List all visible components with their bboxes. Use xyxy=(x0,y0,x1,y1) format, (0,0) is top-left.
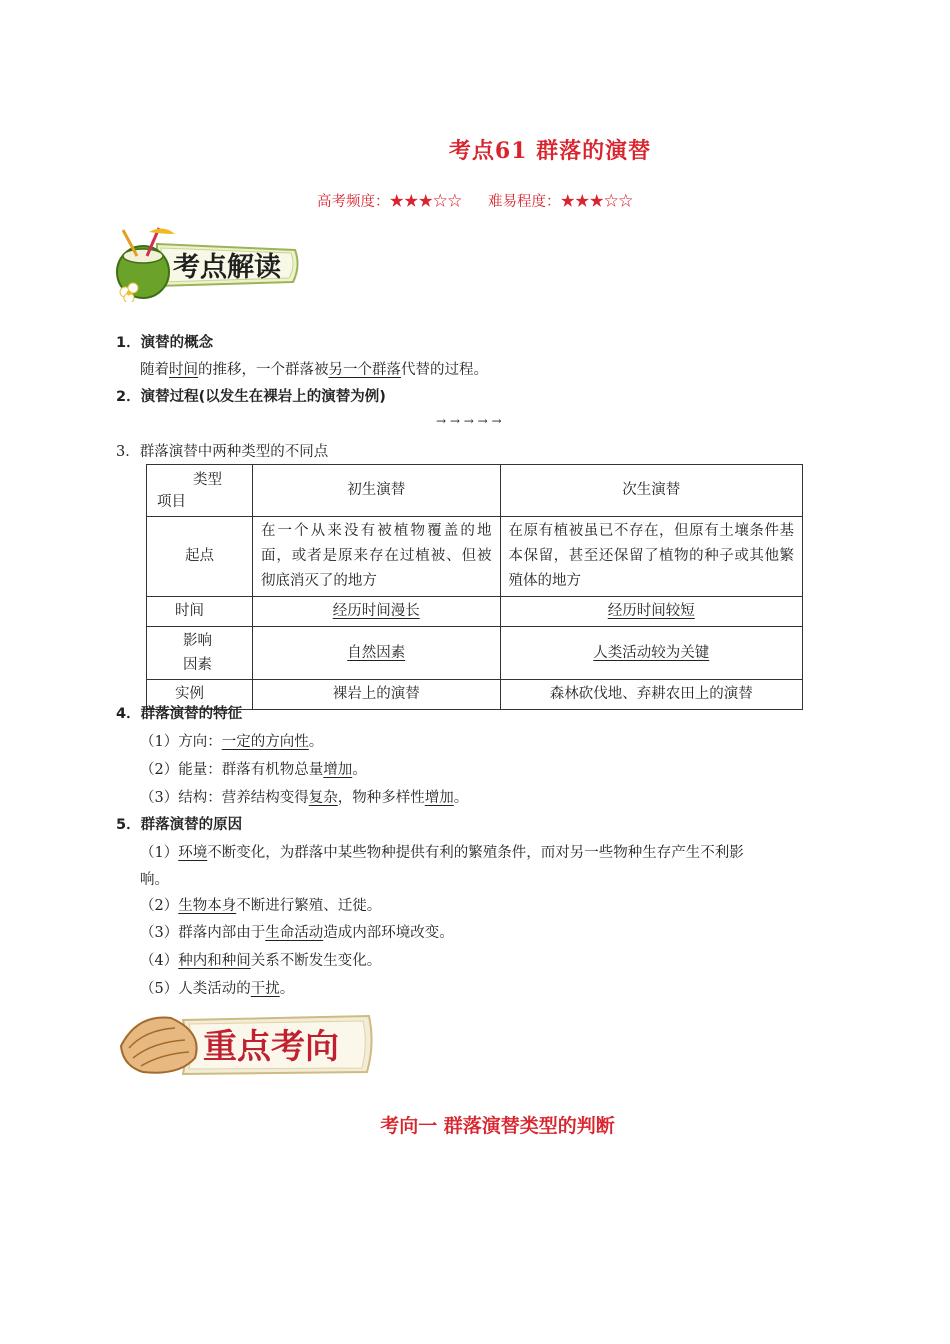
column-header: 次生演替 xyxy=(500,465,802,517)
row-label: 实例 xyxy=(147,680,253,710)
seashell-icon xyxy=(113,1006,375,1082)
table-cell: 在原有植被虽已不存在，但原有土壤条件基本保留，甚至还保留了植物的种子或其他繁殖体的地方 xyxy=(500,517,802,597)
answer-blank: 生物本身 xyxy=(178,898,237,914)
answer-blank: 人类活动较为关键 xyxy=(593,644,710,661)
comparison-table xyxy=(146,464,803,710)
section-1-heading: 1．演替的概念 xyxy=(116,335,214,351)
row-label: 时间 xyxy=(147,597,253,627)
answer-blank: 环境 xyxy=(178,845,208,861)
table-row xyxy=(147,627,803,680)
row-label: 起点 xyxy=(147,517,253,597)
table-row xyxy=(147,517,803,597)
section-3-heading: 3．群落演替中两种类型的不同点 xyxy=(116,444,329,460)
list-item: （1）环境不断变化，为群落中某些物种提供有利的繁殖条件，而对另一些物种生存产生不利影 xyxy=(140,845,744,861)
section-1-text: 随着时间的推移，一个群落被另一个群落代替的过程。 xyxy=(140,362,488,378)
answer-blank: 时间 xyxy=(169,362,198,378)
answer-blank: 一定的方向性 xyxy=(221,734,309,750)
row-label: 影响因素 xyxy=(147,627,253,680)
banner-zhongdian-kaoxiang xyxy=(113,1006,375,1086)
answer-blank: 增加 xyxy=(323,762,353,778)
list-item: （2）能量：群落有机物总量增加。 xyxy=(140,762,367,778)
section-subtitle: 考向一 群落演替类型的判断 xyxy=(380,1115,615,1137)
difficulty-stars: ★★★☆☆ xyxy=(560,194,633,210)
answer-blank: 另一个群落 xyxy=(328,362,401,378)
list-item: （3）群落内部由于生命活动造成内部环境改变。 xyxy=(140,925,454,941)
coconut-drink-icon xyxy=(113,226,303,302)
banner-text: 重点考向 xyxy=(203,1027,339,1067)
answer-blank: 增加 xyxy=(424,790,454,806)
answer-blank: 种内和种间 xyxy=(178,953,251,969)
column-header: 初生演替 xyxy=(252,465,500,517)
table-row xyxy=(147,680,803,710)
table-row xyxy=(147,597,803,627)
process-arrows: → → → → → xyxy=(436,414,502,428)
answer-blank: 经历时间漫长 xyxy=(332,603,420,619)
table-cell: 森林砍伐地、弃耕农田上的演替 xyxy=(500,680,802,710)
list-item: （4）种内和种间关系不断发生变化。 xyxy=(140,953,382,969)
frequency-stars: ★★★☆☆ xyxy=(389,194,462,210)
list-item: （2）生物本身不断进行繁殖、迁徙。 xyxy=(140,898,382,914)
page-title: 考点61 群落的演替 xyxy=(448,138,652,164)
section-2-heading: 2．演替过程(以发生在裸岩上的演替为例) xyxy=(116,389,386,405)
frequency-label: 高考频度： xyxy=(317,194,390,210)
section-5-heading: 5．群落演替的原因 xyxy=(116,817,243,833)
table-corner-cell: 类型 项目 xyxy=(147,465,253,517)
banner-kaodian-jiedu xyxy=(113,226,303,306)
table-cell: 裸岩上的演替 xyxy=(252,680,500,710)
section-4-heading: 4．群落演替的特征 xyxy=(116,706,243,722)
answer-blank: 复杂 xyxy=(308,790,338,806)
answer-blank: 经历时间较短 xyxy=(607,603,695,619)
table-header-row xyxy=(147,465,803,517)
list-item: （3）结构：营养结构变得复杂，物种多样性增加。 xyxy=(140,790,469,806)
rating-line xyxy=(0,190,950,211)
answer-blank: 自然因素 xyxy=(347,644,406,661)
list-item-continuation: 响。 xyxy=(140,872,169,888)
list-item: （1）方向：一定的方向性。 xyxy=(140,734,324,750)
table-cell: 在一个从来没有被植物覆盖的地面，或者是原来存在过植被、但被彻底消灭了的地方 xyxy=(252,517,500,597)
list-item: （5）人类活动的干扰。 xyxy=(140,981,295,997)
answer-blank: 干扰 xyxy=(250,981,280,997)
answer-blank: 生命活动 xyxy=(265,925,324,941)
difficulty-label: 难易程度： xyxy=(488,194,561,210)
banner-text: 考点解读 xyxy=(173,252,281,283)
